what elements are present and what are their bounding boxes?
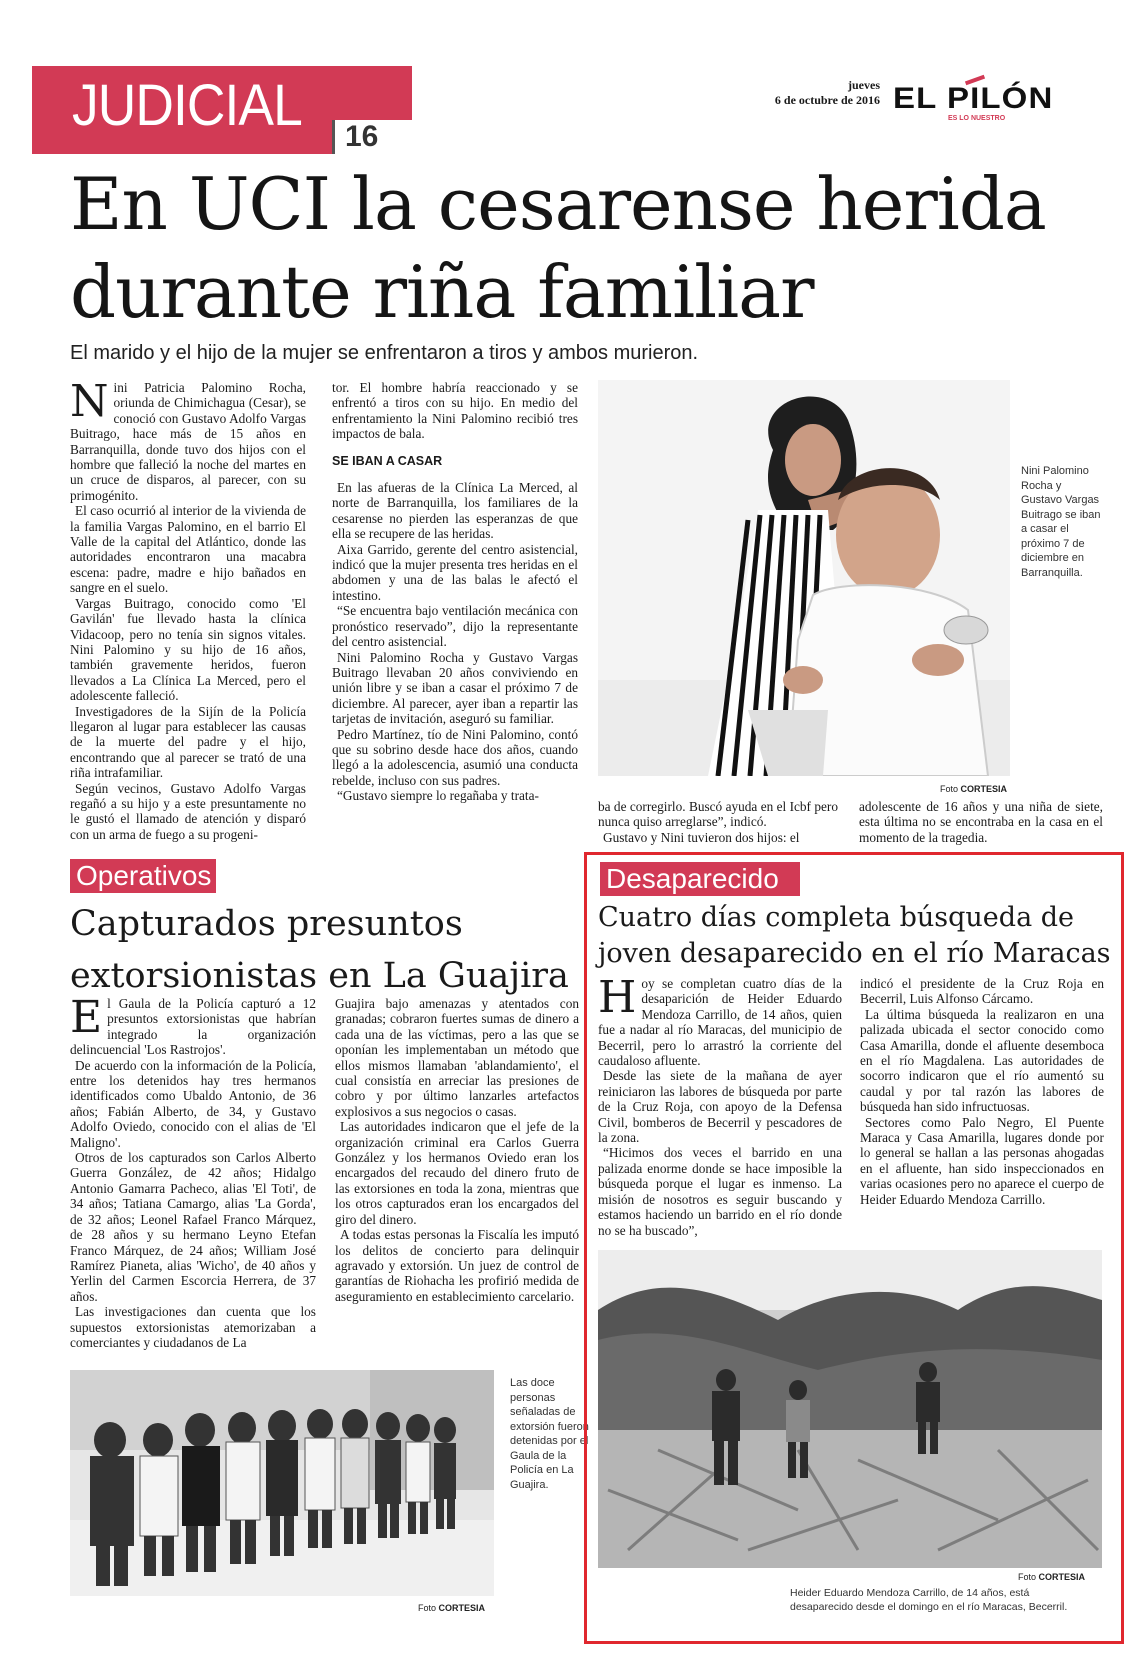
main-story-paragraph: Pedro Martínez, tío de Nini Palomino, contó que su sobrino desde hace dos años, cuando llegó a la adolescencia, asumió una conducta rebelde, incluso con sus padres. (332, 726, 578, 788)
section-tag-desaparecido: Desaparecido (600, 862, 800, 896)
main-story-paragraph: ba de corregirlo. Buscó ayuda en el Icbf pero nunca quiso arreglarse”, indicó. (598, 799, 838, 830)
issue-date: 6 de octubre de 2016 (774, 93, 880, 107)
story3-paragraph: indicó el presidente de la Cruz Roja en Becerril, Luis Alfonso Cárcamo. (860, 976, 1104, 1007)
page-number: 16 (345, 120, 379, 153)
main-story-dropcap: N (70, 376, 109, 427)
main-headline (70, 160, 1110, 336)
main-story-column-1 (70, 376, 306, 842)
main-story-paragraph: Nini Palomino Rocha y Gustavo Vargas Buitrago llevaban 20 años conviviendo en unión libre y se iban a casar el próximo 7 de diciembre. Al parecer, ayer iban a repartir las tarjetas de invitación, aseguró su familiar. (332, 649, 578, 727)
story3-headline-line2: joven desaparecido en el río Maracas (598, 938, 1111, 969)
story3-paragraph: Desde las siete de la mañana de ayer reiniciaron las labores de búsqueda por parte de la Cruz Roja, con apoyo de la Defensa Civil, bomberos de Becerril y pescadores de la zona. (598, 1068, 842, 1146)
story2-column-1 (70, 992, 316, 1350)
detainees-photo-caption: Las doce personas señaladas de extorsión fueron detenidas por el Gaula de la Policía en La Guajira. (510, 1377, 589, 1491)
story3-paragraph: “Hicimos dos veces el barrido en una palizada enorme donde se hace imposible la búsqueda porque el lugar es inmenso. La misión de nosotros es seguir buscando y estamos haciendo un barrido en el río donde no se ha buscado”, (598, 1145, 842, 1238)
story3-headline (598, 900, 1118, 972)
main-story-paragraph: Gustavo y Nini tuvieron dos hijos: el (603, 829, 800, 845)
story2-headline-line1: Capturados presuntos (70, 904, 463, 944)
main-story-crosshead: SE IBAN A CASAR (332, 453, 443, 468)
story2-paragraph: Las investigaciones dan cuenta que los supuestos extorsionistas atemorizaban a comerciantes y ciudadanos de La (70, 1304, 316, 1350)
story2-headline-line2: extorsionistas en La Guajira (70, 956, 569, 996)
main-headline-line1: En UCI la cesarense herida (70, 162, 1046, 246)
story2-paragraph: Guajira bajo amenazas y atentados con granadas; cobraron fuertes sumas de dinero a cada una de las víctimas, pero a las que se oponían les implementaban un método que ellos mismos llamaban 'ablandamiento', el cual consistía en arreciar las presiones de cobro y por último lanzarles artefactos explosivos a sus negocios o casas. (335, 996, 579, 1119)
main-story-paragraph: “Gustavo siempre lo regañaba y trata- (337, 788, 539, 804)
page-number-box (332, 120, 412, 154)
story2-paragraph: A todas estas personas la Fiscalía les imputó los delitos de concierto para delinquir agravado y extorsión. Un juez de control de garantías de Riohacha les profirió medida de aseguramiento en establecimiento carcelario. (335, 1227, 579, 1304)
story3-column-2 (860, 976, 1104, 1207)
section-tag-operativos: Operativos (70, 859, 216, 893)
detainees-photo-credit: Foto CORTESIA (418, 1603, 486, 1613)
main-story-paragraph: tor. El hombre habría reaccionado y se enfrentó a tiros con su hijo. En medio del enfrentamiento la Nini Palomino recibió tres impactos de bala. (332, 380, 578, 442)
newspaper-logo: EL PILÓN (893, 82, 1054, 115)
river-search-photo (598, 1250, 1102, 1568)
main-story-paragraph: Nini Patricia Palomino Rocha, oriunda de Chimichagua (Cesar), se conoció con Gustavo Adolfo Vargas Buitrago, hace más de 15 años en Barranquilla, donde tuvo dos hijos con el hombre que falleció la noche del martes en un cruce de disparos, al parecer, con su primogénito. (70, 376, 306, 503)
main-story-paragraph: Investigadores de la Sijín de la Policía llegaron al lugar para establecer las causas de la muerte del padre y el hijo, encontrando que al parecer se trató de una riña intrafamiliar. (70, 703, 306, 781)
section-name: JUDICIAL (72, 73, 302, 138)
main-story-paragraph: El caso ocurrió al interior de la vivienda de la familia Vargas Palomino, en el barrio El Valle de la capital del Atlántico, donde las autoridades encontraron una macabra escena: padre, madre e hijo bañados en sangre en el suelo. (70, 503, 306, 596)
main-story-paragraph: adolescente de 16 años y una niña de siete, esta última no se encontraba en la casa en el momento de la tragedia. (859, 799, 1103, 845)
main-story-paragraph: En las afueras de la Clínica La Merced, al norte de Barranquilla, los familiares de la cesarense no pierden las esperanzas de que ella se recupere de las heridas. (332, 480, 578, 542)
main-story-paragraph: Vargas Buitrago, conocido como 'El Gavilán' fue llevado hasta la clínica Vidacoop, pero no tenía sin signos vitales. Nini Palomino y su hijo de 16 años, también gravemente heridos, fueron llevados a La Clínica La Merced, pero el adolescente falleció. (70, 595, 306, 704)
detainees-photo (70, 1370, 494, 1596)
story2-paragraph: De acuerdo con la información de la Policía, entre los detenidos hay tres hermanos identificados como Ubaldo Antonio, de 36 años; Fabián Alberto, de 34, y Gustavo Adolfo Oviedo, conocido con el alias de 'El Maligno'. (70, 1057, 316, 1150)
story3-paragraph: Sectores como Palo Negro, El Puente Maraca y Casa Amarilla, lugares donde por lo general se hallan a las personas ahogadas en el afluente, han sido inspeccionados en varias ocasiones pero no aparece el cuerpo de Heider Eduardo Mendoza Carrillo. (860, 1114, 1104, 1207)
main-story-column-2 (332, 380, 578, 804)
couple-photo-credit: Foto CORTESIA (940, 784, 1008, 794)
story3-headline-line1: Cuatro días completa búsqueda de (598, 902, 1075, 933)
story2-paragraph: Otros de los capturados son Carlos Alberto Guerra González, de 42 años; Hidalgo Antonio Gamarra Pacheco, alias 'El Toti', de 34 años; Tatiana Camargo, alias 'La Gorda', de 32 años; Leonel Rafael Franco Márquez, de 28 años y su hermano Leyno Etefan Franco Márquez, de 24 años; William José Ramírez Pianeta, alias 'Wicho', de 40 años y Yerlin del Carmen Escorcia Herrera, de 37 años. (70, 1150, 316, 1304)
main-headline-line2: durante riña familiar (70, 250, 814, 334)
main-story-paragraph: Según vecinos, Gustavo Adolfo Vargas regañó a su hijo y a este presuntamente no le gustó el llamado de atención y disparó con un arma de fuego a su progeni- (70, 780, 306, 842)
couple-photo-caption: Nini Palomino Rocha y Gustavo Vargas Buitrago se iban a casar el próximo 7 de diciembre en Barranquilla. (1021, 465, 1101, 579)
logo-tagline: ES LO NUESTRO (948, 115, 1006, 122)
story3-column-1 (598, 972, 842, 1238)
story3-paragraph: Hoy se completan cuatro días de la desaparición de Heider Eduardo Mendoza Carrillo, de 14 años, quien fue a nadar al río Maracas, del municipio de Becerril, pero lo arrastró la corriente del caudaloso afluente. (598, 972, 842, 1069)
story2-dropcap: E (70, 992, 103, 1043)
dateline (775, 78, 880, 108)
couple-photo (598, 380, 1010, 776)
story3-dropcap: H (598, 972, 637, 1023)
weekday: jueves (848, 78, 880, 92)
main-story-column-4 (859, 799, 1103, 845)
story3-paragraph: La última búsqueda la realizaron en una palizada ubicada el sector conocido como Casa Amarilla, donde el afluente desemboca en el río Magdalena. Las autoridades de socorro indicaron que el río aumentó su caudal y por tal razón las labores de búsqueda han sido infructuosas. (860, 1006, 1104, 1115)
river-photo-caption: Heider Eduardo Mendoza Carrillo, de 14 años, está desaparecido desde el domingo en el río Maracas, Becerril. (790, 1587, 1068, 1613)
main-story-paragraph: “Se encuentra bajo ventilación mecánica con pronóstico reservado”, dijo la representante del centro asistencial. (332, 603, 578, 650)
story2-paragraph: Las autoridades indicaron que el jefe de la organización criminal era Carlos Guerra González y los hermanos Oviedo eran los encargados del recaudo del dinero fruto de las extorsiones en toda la zona, mientras que los otros capturados eran los encargados del giro del dinero. (335, 1119, 579, 1227)
main-story-paragraph: Aixa Garrido, gerente del centro asistencial, indicó que la mujer presenta tres heridas en el abdomen y una de las balas le afectó el intestino. (332, 541, 578, 603)
main-subheadline: El marido y el hijo de la mujer se enfrentaron a tiros y ambos murieron. (70, 342, 699, 364)
story2-headline (70, 898, 590, 1002)
main-story-column-3 (598, 799, 838, 845)
river-photo-credit: Foto CORTESIA (1018, 1572, 1086, 1582)
section-banner (32, 66, 412, 154)
story2-column-2 (335, 996, 579, 1304)
story2-paragraph: El Gaula de la Policía capturó a 12 presuntos extorsionistas que habrían integrado la organización delincuencial 'Los Rastrojos'. (70, 992, 316, 1058)
